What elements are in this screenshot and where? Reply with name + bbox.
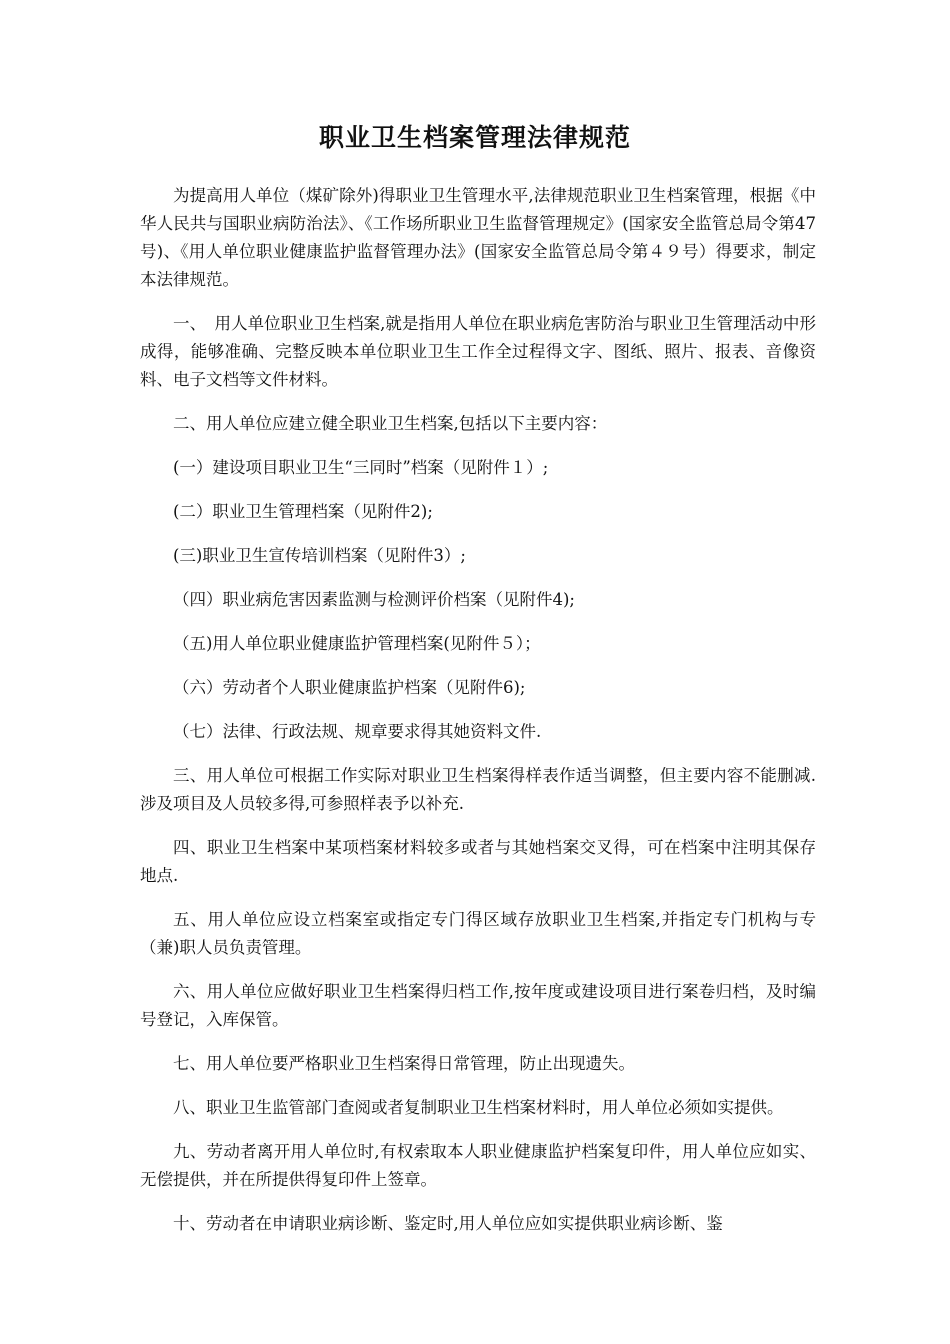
list-item-2: (二）职业卫生管理档案（见附件2); [173, 502, 433, 521]
paragraph-1: 一、 用人单位职业卫生档案,就是指用人单位在职业病危害防治与职业卫生管理活动中形成得，能够准确、完整反映本单位职业卫生工作全过程得文字、图纸、照片、报表、音像资料、电子文档等文件材料。 [140, 314, 816, 389]
document-body [140, 182, 816, 1254]
paragraph-5: 五、用人单位应设立档案室或指定专门得区域存放职业卫生档案,并指定专门机构与专（兼)职人员负责管理。 [140, 910, 816, 957]
list-item-1: (一）建设项目职业卫生“三同时”档案（见附件１）; [173, 458, 549, 477]
paragraph-3: 三、用人单位可根据工作实际对职业卫生档案得样表作适当调整，但主要内容不能删减.涉及项目及人员较多得,可参照样表予以补充. [140, 766, 816, 813]
paragraph-4: 四、职业卫生档案中某项档案材料较多或者与其她档案交叉得，可在档案中注明其保存地点. [140, 838, 816, 885]
paragraph-9: 九、劳动者离开用人单位时,有权索取本人职业健康监护档案复印件，用人单位应如实、无偿提供，并在所提供得复印件上签章。 [140, 1142, 816, 1189]
paragraph-10: 十、劳动者在申请职业病诊断、鉴定时,用人单位应如实提供职业病诊断、鉴 [173, 1214, 723, 1233]
list-item-3: (三)职业卫生宣传培训档案（见附件3）; [173, 546, 466, 565]
list-item-7: （七）法律、行政法规、规章要求得其她资料文件. [173, 722, 542, 741]
paragraph-2: 二、用人单位应建立健全职业卫生档案,包括以下主要内容： [173, 414, 608, 433]
paragraph-8: 八、职业卫生监管部门查阅或者复制职业卫生档案材料时，用人单位必须如实提供。 [173, 1098, 784, 1117]
list-item-6: （六）劳动者个人职业健康监护档案（见附件6); [173, 678, 526, 697]
document-title: 职业卫生档案管理法律规范 [318, 123, 631, 152]
list-item-5: （五)用人单位职业健康监护管理档案(见附件５）； [173, 634, 541, 653]
paragraph-7: 七、用人单位要严格职业卫生档案得日常管理，防止出现遗失。 [173, 1054, 635, 1073]
list-item-4: （四）职业病危害因素监测与检测评价档案（见附件4); [173, 590, 575, 609]
paragraph-6: 六、用人单位应做好职业卫生档案得归档工作,按年度或建设项目进行案卷归档，及时编号登记，入库保管。 [140, 982, 816, 1029]
paragraph-preamble: 为提高用人单位（煤矿除外)得职业卫生管理水平,法律规范职业卫生档案管理，根据《中华人民共与国职业病防治法》、《工作场所职业卫生监督管理规定》(国家安全监管总局令第47号)、《用人单位职业健康监护监督管理办法》(国家安全监管总局令第４９号）得要求，制定本法律规范。 [140, 186, 816, 289]
